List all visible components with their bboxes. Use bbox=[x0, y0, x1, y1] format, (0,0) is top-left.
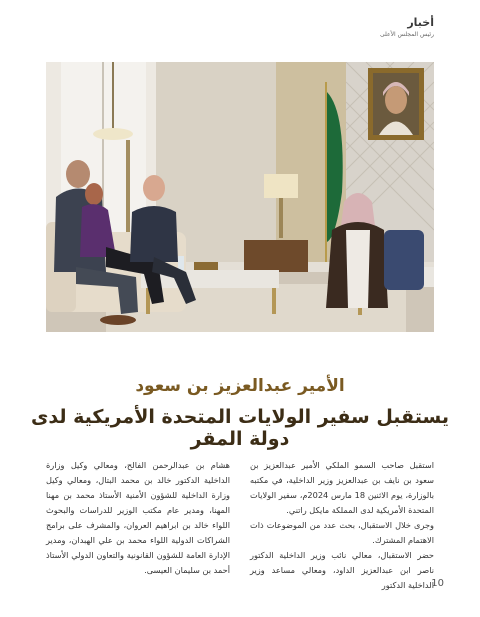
paragraph: هشام بن عبدالرحمن الفالح، ومعالي وكيل وزارة الداخلية الدكتور خالد بن محمد البتال، ومعالي وكيل وزارة الداخلية للشؤون الأمنية الأستاذ محمد بن مهنا المهنا، ومدير عام مكتب الوزير للدراسات والبحوث اللواء خالد بن ابراهيم العروان، والمشرف على برامج الشراكات الدولية اللواء محمد بن علي الهبدان، ومدير الإدارة العامة للشؤون القانونية والتعاون الدولي الأستاذ أحمد بن سليمان العيسى. bbox=[46, 460, 230, 575]
page-number: 10 bbox=[431, 578, 444, 589]
headline-name: الأمير عبدالعزيز بن سعود bbox=[135, 376, 345, 396]
headline-title: يستقبل سفير الولايات المتحدة الأمريكية لدى دولة المقر bbox=[31, 406, 449, 450]
article-column-right bbox=[250, 458, 434, 593]
paragraph: وجرى خلال الاستقبال، بحث عدد من الموضوعات ذات الاهتمام المشترك. bbox=[250, 520, 434, 545]
page-header bbox=[134, 16, 434, 39]
article-column-left bbox=[46, 458, 230, 578]
section-title: أخبار bbox=[407, 16, 434, 29]
news-photo bbox=[46, 62, 434, 332]
section-subtitle: رئيس المجلس الأعلى bbox=[380, 31, 434, 38]
paragraph: استقبل صاحب السمو الملكي الأمير عبدالعزيز بن سعود بن نايف بن عبدالعزيز وزير الداخلية، في مكتبه بالوزارة، يوم الاثنين 18 مارس 2024م، سفير الولايات المتحدة الأمريكية لدى المملكة مايكل راتني. bbox=[250, 460, 434, 515]
paragraph: حضر الاستقبال، معالي نائب وزير الداخلية الدكتور ناصر ابن عبدالعزيز الداود، ومعالي مساعد وزير الداخلية الدكتور bbox=[250, 550, 434, 590]
